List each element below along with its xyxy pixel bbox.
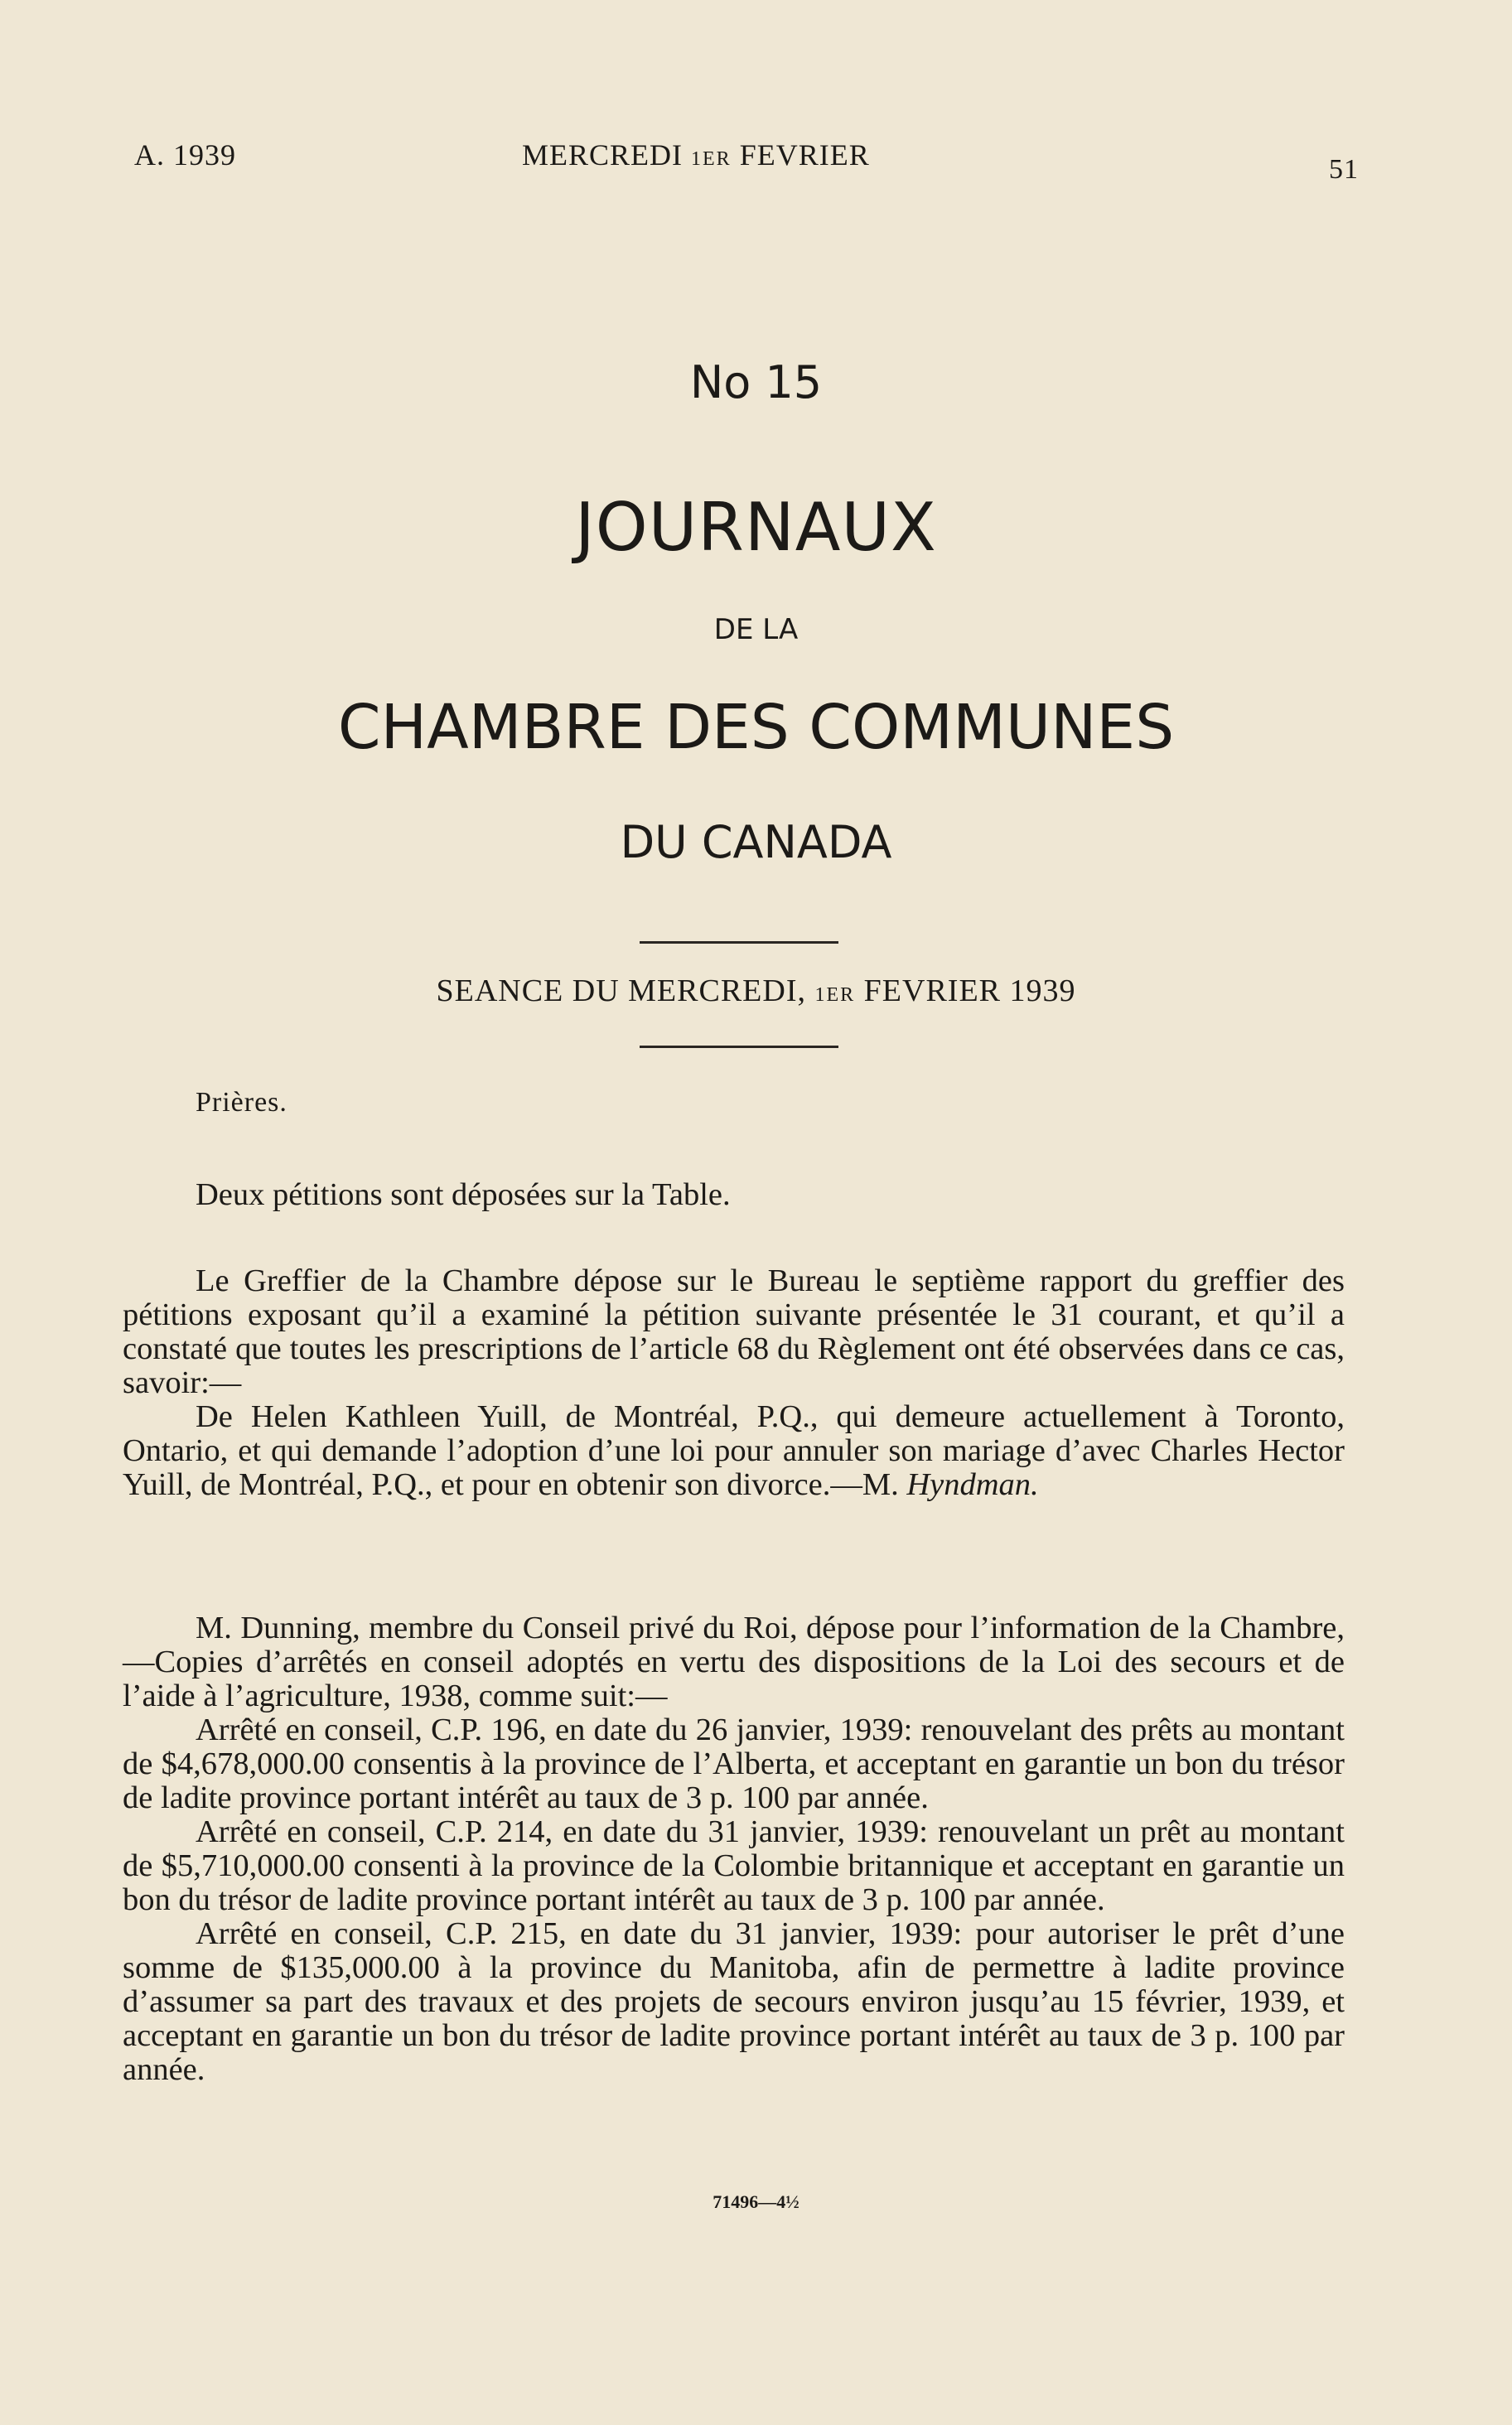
seance-prefix: SEANCE DU MERCREDI, xyxy=(436,973,815,1008)
section-petitions xyxy=(123,1178,1345,1212)
seance-heading xyxy=(0,973,1512,1009)
title-canada: DU CANADA xyxy=(620,816,892,868)
seance-day: 1ER xyxy=(814,984,856,1006)
paragraph-greffier: Le Greffier de la Chambre dépose sur le Bureau le septième rapport du greffier des pétitions exposant qu’il a examiné la pétition suivante présentée le 31 courant, et qu’il a constaté que toutes les prescriptions de l’article 68 du Règlement ont été observées dans ce cas, savoir:— xyxy=(123,1263,1345,1400)
divider-top xyxy=(640,941,838,944)
section-greffier xyxy=(123,1264,1345,1502)
title-de-la: DE LA xyxy=(713,613,799,646)
running-head-year: A. 1939 xyxy=(134,138,236,171)
page-number: 51 xyxy=(1329,154,1359,185)
paragraph-helen xyxy=(123,1400,1345,1502)
paragraph-dunning: M. Dunning, membre du Conseil privé du Roi, dépose pour l’information de la Chambre,—Copies d’arrêtés en conseil adoptés en vertu des dispositions de la Loi des secours et de l’aide à l’agriculture, 1938, comme suit:— xyxy=(123,1611,1345,1713)
helen-text: De Helen Kathleen Yuill, de Montréal, P.Q., qui demeure actuellement à Toronto, Ontario, et qui demande l’adoption d’une loi pour annuler son mariage d’avec Charles Hector Yuill, de Montréal, P.Q., et pour en obtenir son divorce.—M. xyxy=(123,1399,1345,1502)
section-dunning xyxy=(123,1611,1345,2087)
title-chambre: CHAMBRE DES COMMUNES xyxy=(337,692,1175,763)
helen-member: Hyndman. xyxy=(906,1467,1039,1502)
running-head-date xyxy=(522,138,870,172)
title-journaux: JOURNAUX xyxy=(575,489,937,566)
seance-suffix: FEVRIER 1939 xyxy=(855,973,1076,1008)
paragraph-cp215: Arrêté en conseil, C.P. 215, en date du 31 janvier, 1939: pour autoriser le prêt d’une somme de $135,000.00 à la province du Manitoba, afin de permettre à ladite province d’assumer sa part des travaux et des projets de secours environ jusqu’au 15 février, 1939, et acceptant en garantie un bon du trésor de ladite province portant intérêt au taux de 3 p. 100 par année. xyxy=(123,1916,1345,2087)
running-head-month: FEVRIER xyxy=(731,138,870,171)
issue-number: No 15 xyxy=(689,356,823,408)
paragraph-petitions: Deux pétitions sont déposées sur la Table. xyxy=(196,1177,731,1212)
running-head-day: 1ER xyxy=(691,148,732,170)
printer-signature: 71496—4½ xyxy=(713,2191,799,2212)
paragraph-cp214: Arrêté en conseil, C.P. 214, en date du 31 janvier, 1939: renouvelant un prêt au montant de $5,710,000.00 consenti à la province de la Colombie britannique et acceptant en garantie un bon du trésor de ladite province portant intérêt au taux de 3 p. 100 par année. xyxy=(123,1814,1345,1917)
prieres-heading: Prières. xyxy=(196,1087,287,1118)
running-head-weekday: MERCREDI xyxy=(522,138,692,171)
paragraph-cp196: Arrêté en conseil, C.P. 196, en date du 26 janvier, 1939: renouvelant des prêts au montant de $4,678,000.00 consentis à la province de l’Alberta, et acceptant en garantie un bon du trésor de ladite province portant intérêt au taux de 3 p. 100 par année. xyxy=(123,1712,1345,1815)
divider-bottom xyxy=(640,1046,838,1048)
